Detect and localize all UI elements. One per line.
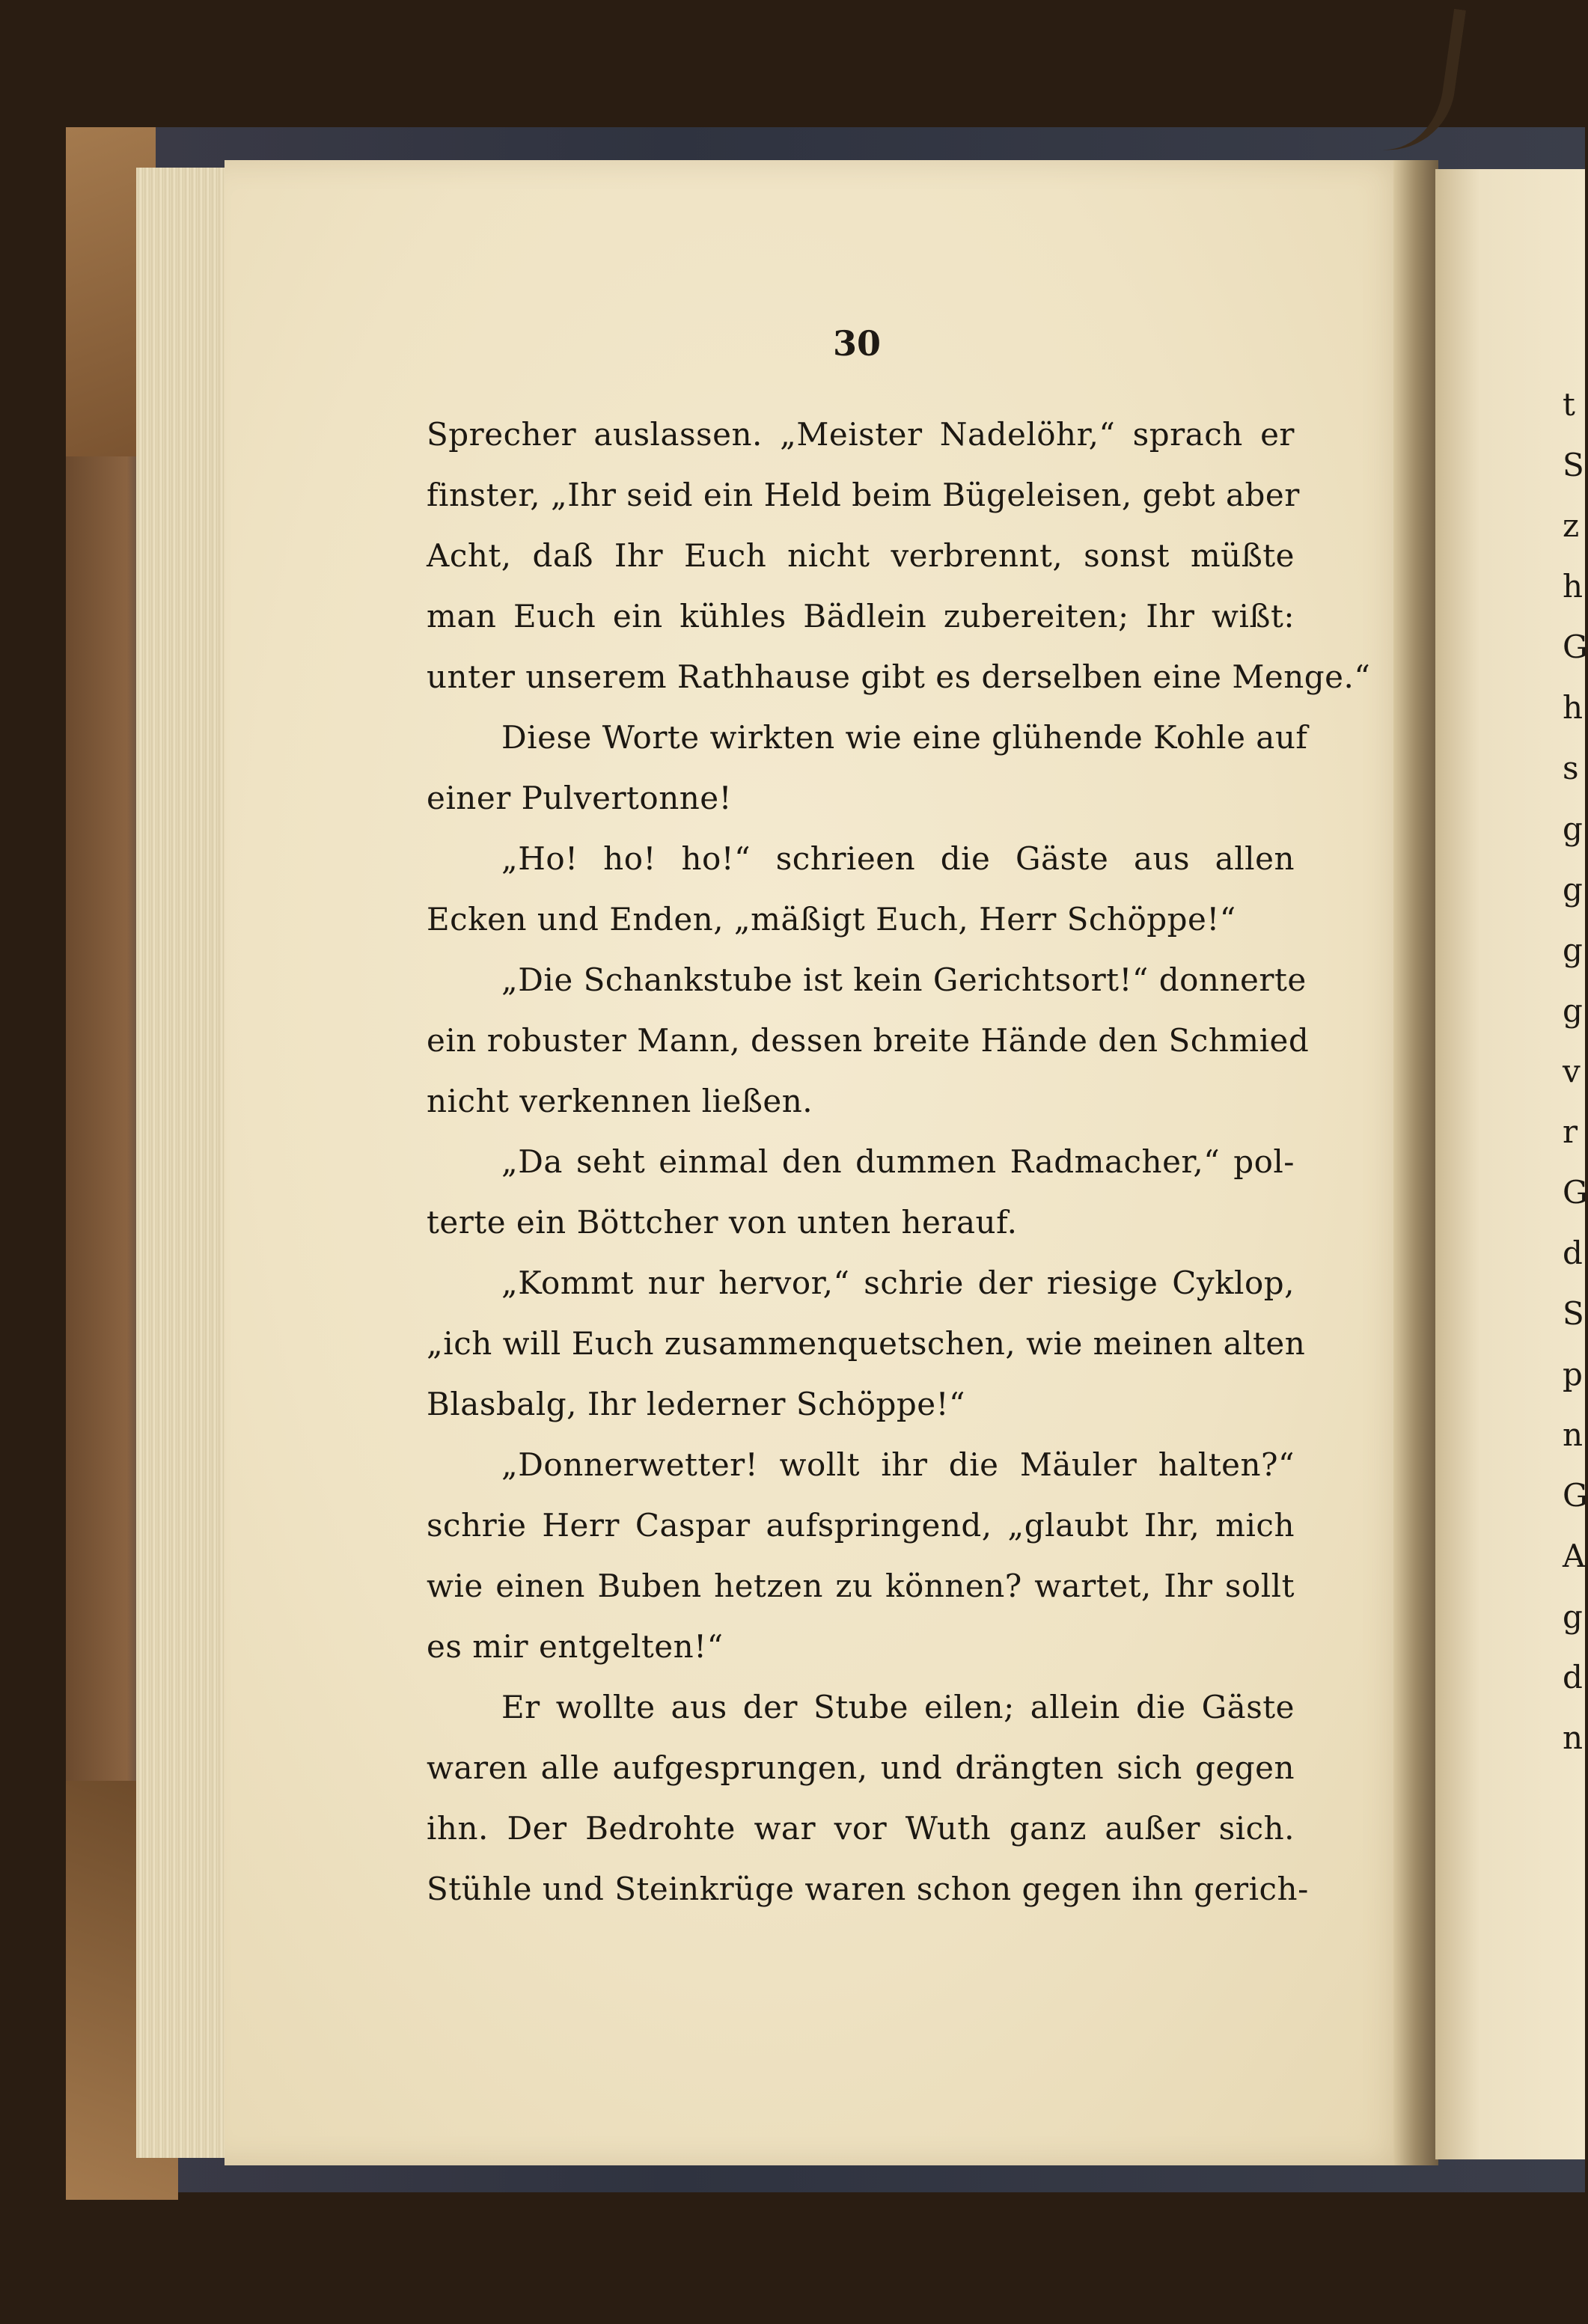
right-page-fragment: A (1563, 1538, 1586, 1574)
text-line: Blasbalg, Ihr lederner Schöppe!“ (427, 1386, 965, 1422)
right-page-fragment: r (1563, 1113, 1578, 1150)
text-line: einer Pulvertonne! (427, 780, 733, 816)
text-line: „Da seht einmal den dummen Radmacher,“ pol- (501, 1143, 1295, 1180)
text-line: ihn. Der Bedrohte war vor Wuth ganz außer sich. (427, 1810, 1295, 1847)
right-page-fragment: p (1563, 1356, 1583, 1392)
text-line: „Kommt nur hervor,“ schrie der riesige Cyklop, (501, 1265, 1295, 1301)
book-gutter (1393, 160, 1438, 2165)
right-page-fragment: G (1563, 1174, 1588, 1211)
text-line: Diese Worte wirkten wie eine glühende Kohle auf (501, 719, 1308, 756)
text-line: „Die Schankstube ist kein Gerichtsort!“ donnerte (501, 961, 1307, 998)
text-line: Er wollte aus der Stube eilen; allein die Gäste (501, 1689, 1295, 1725)
text-line: Stühle und Steinkrüge waren schon gegen ihn gerich- (427, 1871, 1309, 1907)
right-page-fragment: S (1563, 447, 1584, 483)
right-page-fragment: g (1563, 871, 1583, 908)
right-page-fragment: g (1563, 1598, 1583, 1635)
right-page-fragment: d (1563, 1235, 1583, 1271)
text-line: ein robuster Mann, dessen breite Hände den Schmied (427, 1022, 1310, 1059)
text-line: terte ein Böttcher von unten herauf. (427, 1204, 1018, 1241)
text-line: man Euch ein kühles Bädlein zubereiten; Ihr wißt: (427, 598, 1295, 634)
text-line: „Ho! ho! ho!“ schrieen die Gäste aus allen (501, 840, 1295, 877)
text-line: wie einen Buben hetzen zu können? wartet, Ihr sollt (427, 1568, 1295, 1604)
text-line: Ecken und Enden, „mäßigt Euch, Herr Schöppe!“ (427, 901, 1236, 938)
text-line: waren alle aufgesprungen, und drängten sich gegen (427, 1749, 1295, 1786)
text-line: nicht verkennen ließen. (427, 1083, 813, 1119)
right-page-fragment: h (1563, 689, 1584, 726)
page-number: 30 (832, 323, 881, 364)
text-line: Acht, daß Ihr Euch nicht verbrennt, sonst müßte (427, 537, 1295, 574)
right-page-fragment: s (1563, 750, 1579, 786)
right-page-fragment: g (1563, 992, 1583, 1029)
right-page-fragment: z (1563, 507, 1580, 544)
page-text (427, 404, 1371, 1919)
right-page-fragment: g (1563, 810, 1583, 847)
right-page-fragment: v (1563, 1053, 1581, 1089)
right-page-fragment: g (1563, 932, 1583, 968)
text-line: es mir entgelten!“ (427, 1628, 724, 1665)
right-page-fragment: G (1563, 1477, 1588, 1514)
right-page-fragment: d (1563, 1659, 1583, 1695)
text-line: „ich will Euch zusammenquetschen, wie meinen alten (427, 1325, 1306, 1362)
text-line: schrie Herr Caspar aufspringend, „glaubt Ihr, mich (427, 1507, 1295, 1544)
right-page-fragment: n (1563, 1416, 1584, 1453)
right-page-fragment: S (1563, 1295, 1584, 1332)
right-page-fragment: n (1563, 1719, 1584, 1756)
text-line: unter unserem Rathhause gibt es derselben eine Menge.“ (427, 658, 1371, 695)
text-line: finster, „Ihr seid ein Held beim Bügeleisen, gebt aber (427, 477, 1300, 513)
right-page-fragment: t (1563, 386, 1575, 423)
text-line: „Donnerwetter! wollt ihr die Mäuler halten?“ (501, 1446, 1295, 1483)
right-page-fragment: G (1563, 629, 1588, 665)
right-page-fragment: h (1563, 568, 1584, 605)
text-line: Sprecher auslassen. „Meister Nadelöhr,“ sprach er (427, 416, 1295, 453)
